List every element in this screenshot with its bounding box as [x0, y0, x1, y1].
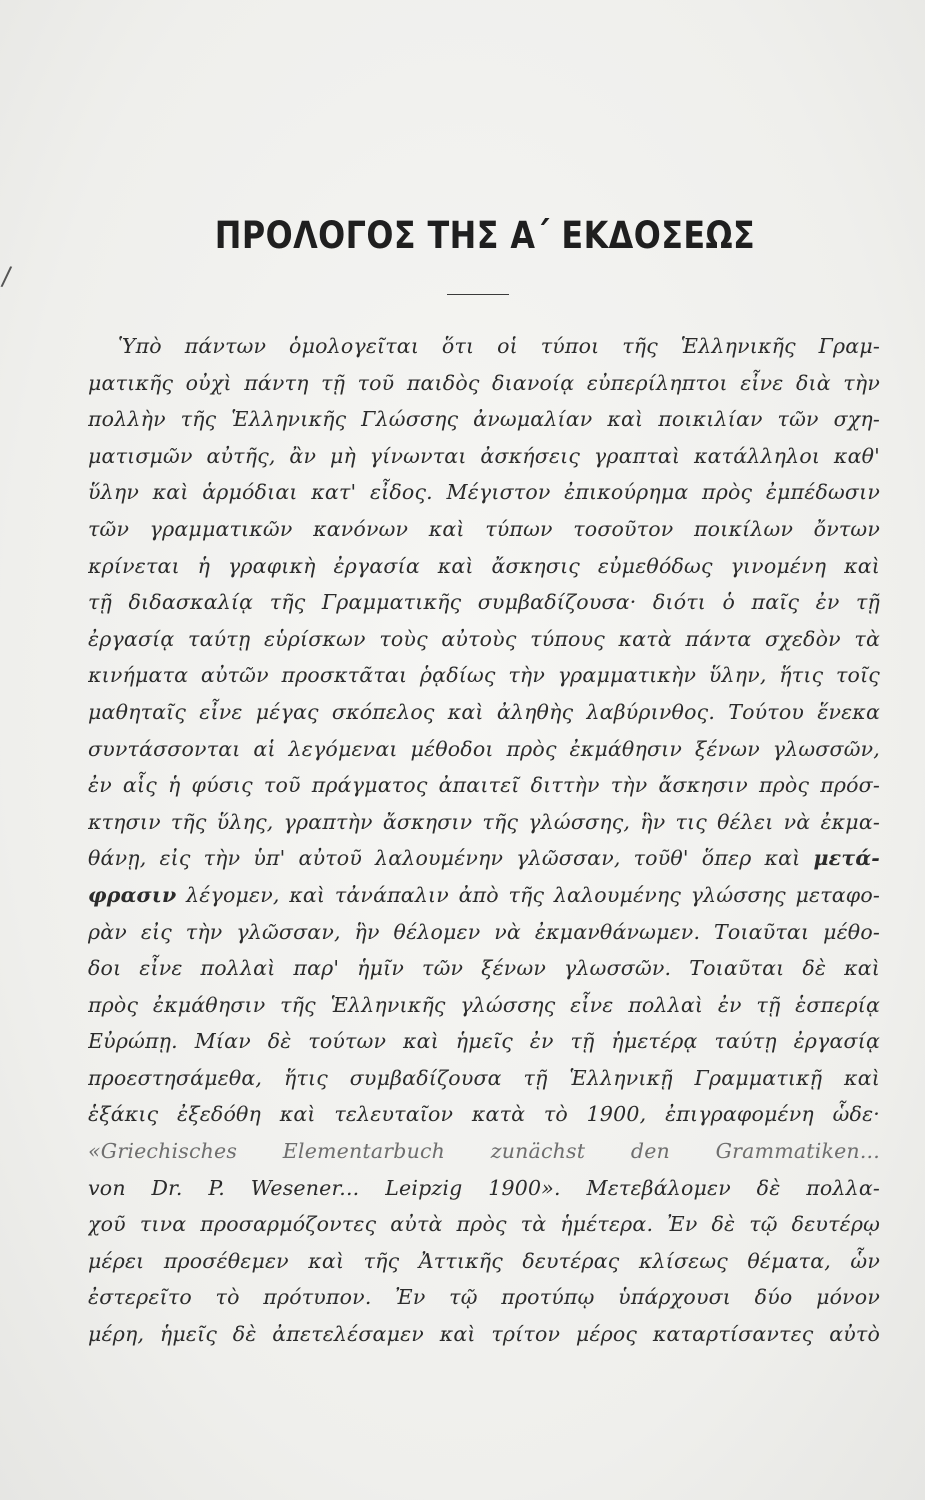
text-line: κτησιν τῆς ὕλης, γραπτὴν ἄσκησιν τῆς γλώσσης, ἣν τις θέλει νὰ ἐκμα- — [88, 809, 880, 834]
text-line: ρὰν εἰς τὴν γλῶσσαν, ἣν θέλομεν νὰ ἐκμανθάνωμεν. Τοιαῦται μέθο- — [88, 919, 880, 944]
text-segment: λέγομεν, καὶ τἀνάπαλιν ἀπὸ τῆς λαλουμένης γλώσσης μεταφο- — [186, 882, 880, 907]
title-divider — [447, 294, 509, 295]
text-line: ἐν αἷς ἡ φύσις τοῦ πράγματος ἀπαιτεῖ διττὴν τὴν ἄσκησιν πρὸς πρόσ- — [88, 773, 880, 798]
text-line: ἐστερεῖτο τὸ πρότυπον. Ἐν τῷ προτύπῳ ὑπάρχουσι δύο μόνον — [88, 1285, 880, 1310]
bold-word: μετά- — [813, 846, 880, 871]
text-line: ἐργασίᾳ ταύτῃ εὑρίσκων τοὺς αὐτοὺς τύπους κατὰ πάντα σχεδὸν τὰ — [88, 626, 880, 651]
text-line: ματικῆς οὐχὶ πάντη τῇ τοῦ παιδὸς διανοίᾳ εὐπερίληπτοι εἶνε διὰ τὴν — [88, 370, 880, 395]
text-line: πρὸς ἐκμάθησιν τῆς Ἑλληνικῆς γλώσσης εἶνε πολλαὶ ἐν τῇ ἑσπερίᾳ — [88, 992, 880, 1017]
text-line-with-bold — [88, 877, 880, 914]
text-line: von Dr. P. Wesener... Leipzig 1900». Μετεβάλομεν δὲ πολλα- — [88, 1175, 880, 1200]
text-line-with-bold — [88, 840, 880, 877]
text-line: ὕλην καὶ ἁρμόδιαι κατ' εἶδος. Μέγιστον ἐπικούρημα πρὸς ἐμπέδωσιν — [88, 480, 880, 505]
text-line: συντάσσονται αἱ λεγόμεναι μέθοδοι πρὸς ἐκμάθησιν ξένων γλωσσῶν, — [88, 736, 880, 761]
text-line: ματισμῶν αὐτῆς, ἂν μὴ γίνωνται ἀσκήσεις γραπταὶ κατάλληλοι καθ' — [88, 443, 880, 468]
text-line: τῶν γραμματικῶν κανόνων καὶ τύπων τοσοῦτον ποικίλων ὄντων — [88, 516, 880, 541]
margin-pencil-mark: / — [0, 261, 13, 293]
text-line: χοῦ τινα προσαρμόζοντες αὐτὰ πρὸς τὰ ἡμέτερα. Ἐν δὲ τῷ δευτέρῳ — [88, 1212, 880, 1237]
text-line: Ὑπὸ πάντων ὁμολογεῖται ὅτι οἱ τύποι τῆς Ἑλληνικῆς Γραμ- — [118, 334, 880, 358]
preface-body — [88, 328, 880, 1353]
text-line: μαθηταῖς εἶνε μέγας σκόπελος καὶ ἀληθὴς λαβύρινθος. Τούτου ἕνεκα — [88, 699, 880, 724]
text-line: κρίνεται ἡ γραφικὴ ἐργασία καὶ ἄσκησις εὐμεθόδως γινομένη καὶ — [88, 553, 880, 578]
text-line: προεστησάμεθα, ἥτις συμβαδίζουσα τῇ Ἑλληνικῇ Γραμματικῇ καὶ — [88, 1065, 880, 1090]
text-segment: θάνῃ, εἰς τὴν ὑπ' αὐτοῦ λαλουμένην γλῶσσαν, τοῦθ' ὅπερ καὶ — [88, 846, 801, 871]
text-line: δοι εἶνε πολλαὶ παρ' ἡμῖν τῶν ξένων γλωσσῶν. Τοιαῦται δὲ καὶ — [88, 956, 880, 981]
text-line: πολλὴν τῆς Ἑλληνικῆς Γλώσσης ἀνωμαλίαν καὶ ποικιλίαν τῶν σχη- — [88, 407, 880, 432]
text-line-latin: «Griechisches Elementarbuch zunächst den Grammatiken... — [88, 1139, 880, 1164]
bold-word: φρασιν — [88, 882, 177, 907]
page-title: ΠΡΟΛΟΓΟΣ ΤΗΣ Α΄ ΕΚΔΟΣΕΩΣ — [214, 214, 756, 257]
text-line: ἑξάκις ἐξεδόθη καὶ τελευταῖον κατὰ τὸ 1900, ἐπιγραφομένη ὧδε· — [88, 1102, 880, 1127]
text-line: μέρη, ἡμεῖς δὲ ἀπετελέσαμεν καὶ τρίτον μέρος καταρτίσαντες αὐτὸ — [88, 1322, 880, 1347]
text-line: Εὐρώπῃ. Μίαν δὲ τούτων καὶ ἡμεῖς ἐν τῇ ἡμετέρᾳ ταύτῃ ἐργασίᾳ — [88, 1029, 880, 1054]
text-line: κινήματα αὐτῶν προσκτᾶται ῥᾳδίως τὴν γραμματικὴν ὕλην, ἥτις τοῖς — [88, 663, 880, 688]
text-line: τῇ διδασκαλίᾳ τῆς Γραμματικῆς συμβαδίζουσα· διότι ὁ παῖς ἐν τῇ — [88, 590, 880, 615]
text-line: μέρει προσέθεμεν καὶ τῆς Ἀττικῆς δευτέρας κλίσεως θέματα, ὧν — [88, 1248, 880, 1273]
